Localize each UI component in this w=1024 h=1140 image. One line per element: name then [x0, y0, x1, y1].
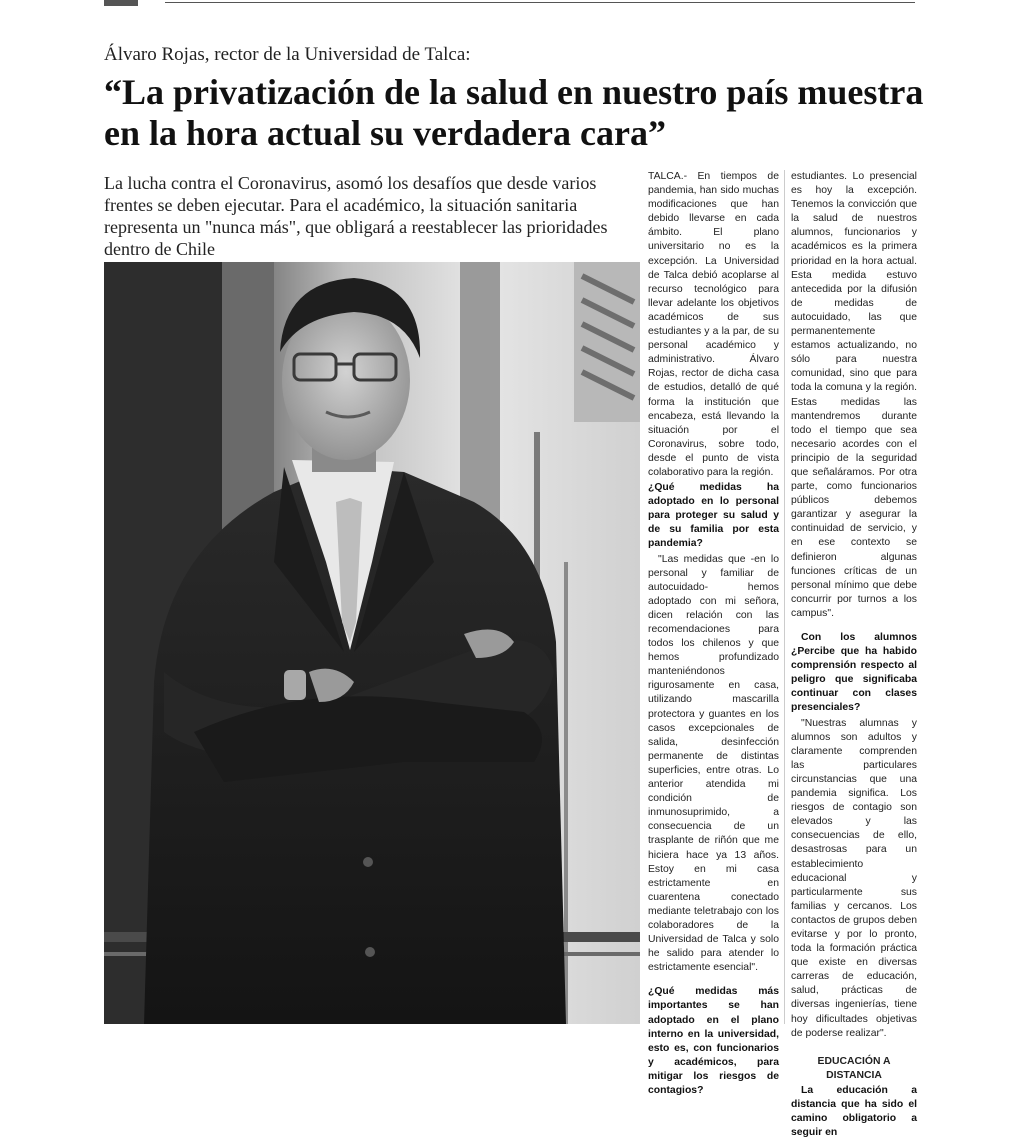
interview-question: La educación a distancia que ha sido el camino obligatorio a seguir en	[791, 1084, 917, 1139]
article-column-1	[648, 170, 779, 1096]
portrait-photo	[104, 262, 640, 1024]
body-paragraph: "Nuestras alumnas y alumnos son adultos y claramente comprenden las particulares circunstancias que una pandemia significa. Los riesgos de contagio son elevados y las consecuencias de ello, desastrosas para un establecimiento educacional y particularmente sus familias y cercanos. Los contactos de grupos deben evitarse y por lo pronto, toda la formación práctica que existe en diversas carreras de educación, salud, prácticas de diversas ingenierías, tiene hoy dificultades objetivas de poderse realizar".	[791, 717, 917, 1039]
body-paragraph: "Las medidas que -en lo personal y familiar de autocuidado- hemos adoptado con mi señora, dicen relación con las recomendaciones para todos los chilenos y que hemos profundizado manteniéndonos rigurosamente en casa, utilizando mascarilla protectora y guantes en los casos excepcionales de salida, desinfección permanente de distintas superficies, entre otras. Lo anterior atendida mi condición de inmunosuprimido, a consecuencia de un trasplante de riñón que me hiciera hace ya 13 años. Estoy en mi casa estrictamente en cuarentena conectado mediante teletrabajo con los colaboradores de la Universidad de Talca y solo he salido para atender lo estrictamente esencial".	[648, 553, 779, 974]
article-lede: La lucha contra el Coronavirus, asomó los desafíos que desde varios frentes se deben ejecutar. Para el académico, la situación sanitaria representa un "nunca más", que obligará a reestablecer las prioridades dentro de Chile	[104, 173, 608, 259]
body-paragraph: estudiantes. Lo presencial es hoy la excepción. Tenemos la convicción que la salud de nuestros alumnos, funcionarios y académicos es la primera prioridad en la hora actual. Esta medida estuvo antecedida por la difusión de medidas de autocuidado, las que permanentemente estamos actualizando, no sólo para nuestra comunidad, sino que para toda la comuna y la región. Estas medidas las mantendremos durante todo el tiempo que sea necesario acordes con el principio de la seguridad que señaláramos. Por otra parte, como funcionarios públicos debemos garantizar y asegurar la continuidad de servicio, y en ese contexto se definieron algunas funciones críticas de un personal mínimo que debe concurrir por turnos a los campus".	[791, 171, 917, 619]
body-paragraph: TALCA.- En tiempos de pandemia, han sido muchas modificaciones que han debido llevarse en cada ámbito. El plano universitario no es la excepción. La Universidad de Talca debió acoplarse al recurso tecnológico para llevar adelante los objetivos académicos de sus estudiantes y a la par, de su personal académico y administrativo. Álvaro Rojas, rector de dicha casa de estudios, detalló de qué forma la institución que encabeza, está llevando la situación por el Coronavirus, sobre todo, desde el punto de vista colaborativo para la región.	[648, 171, 779, 478]
interview-question: Con los alumnos ¿Percibe que ha habido comprensión respecto al peligro que significaba continuar con clases presenciales?	[791, 632, 917, 714]
interview-question: ¿Qué medidas ha adoptado en lo personal para proteger su salud y de su familia por esta pandemia?	[648, 482, 779, 550]
column-rule	[784, 170, 785, 1024]
section-subheading: DISTANCIA	[826, 1069, 882, 1081]
interview-question: ¿Qué medidas más importantes se han adoptado en el plano interno en la universidad, esto es, con funcionarios y académicos, para mitigar los riesgos de contagios?	[648, 986, 779, 1096]
article-headline: “La privatización de la salud en nuestro país muestra en la hora actual su verdadera cara”	[104, 72, 924, 153]
article-kicker: Álvaro Rojas, rector de la Universidad de Talca:	[104, 44, 471, 65]
article-column-2	[791, 170, 917, 1139]
section-marker	[104, 0, 138, 6]
top-rule	[165, 2, 915, 3]
section-subheading: EDUCACIÓN A	[817, 1055, 891, 1067]
portrait-illustration	[104, 262, 640, 1024]
